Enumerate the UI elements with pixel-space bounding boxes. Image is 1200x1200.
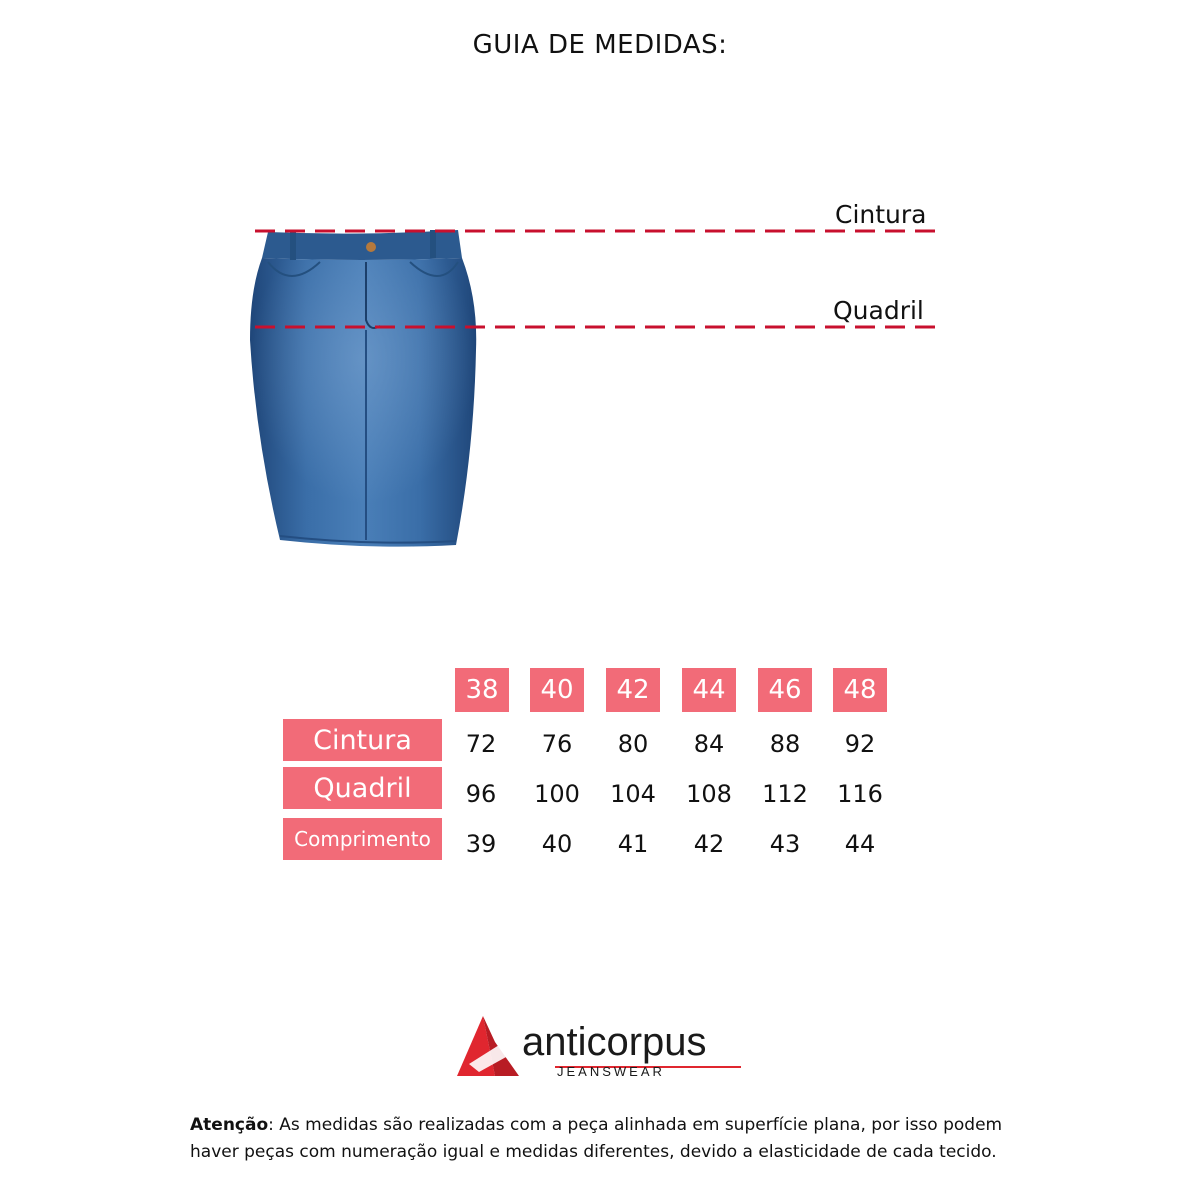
table-cell: 108 [686, 780, 732, 808]
brand-tagline: JEANSWEAR [557, 1064, 665, 1079]
size-header: 40 [530, 668, 584, 712]
table-cell: 112 [762, 780, 808, 808]
size-header: 46 [758, 668, 812, 712]
table-cell: 96 [465, 780, 497, 808]
row-label-comprimento: Comprimento [283, 818, 442, 860]
brand-name: anticorpus [522, 1020, 707, 1064]
notice-body: : As medidas são realizadas com a peça alinhada em superfície plana, por isso podem haver peças com numeração igual e medidas diferentes, devido a elasticidade de cada tecido. [190, 1115, 1003, 1162]
table-cell: 39 [465, 830, 497, 858]
table-cell: 100 [534, 780, 580, 808]
table-cell: 72 [465, 730, 497, 758]
size-header: 48 [833, 668, 887, 712]
table-cell: 116 [837, 780, 883, 808]
table-cell: 41 [617, 830, 649, 858]
size-header: 38 [455, 668, 509, 712]
table-cell: 40 [541, 830, 573, 858]
waist-label: Cintura [835, 200, 927, 229]
table-cell: 43 [769, 830, 801, 858]
table-cell: 104 [610, 780, 656, 808]
notice-text [190, 1112, 1020, 1166]
table-cell: 80 [617, 730, 649, 758]
row-label-cintura: Cintura [283, 719, 442, 761]
size-header: 44 [682, 668, 736, 712]
table-cell: 42 [693, 830, 725, 858]
hip-label: Quadril [833, 296, 924, 325]
table-cell: 88 [769, 730, 801, 758]
page-title: GUIA DE MEDIDAS: [472, 30, 728, 60]
notice-bold: Atenção [190, 1115, 269, 1135]
table-cell: 44 [844, 830, 876, 858]
table-cell: 76 [541, 730, 573, 758]
size-header: 42 [606, 668, 660, 712]
row-label-quadril: Quadril [283, 767, 442, 809]
table-cell: 84 [693, 730, 725, 758]
table-cell: 92 [844, 730, 876, 758]
skirt-image [250, 230, 476, 547]
